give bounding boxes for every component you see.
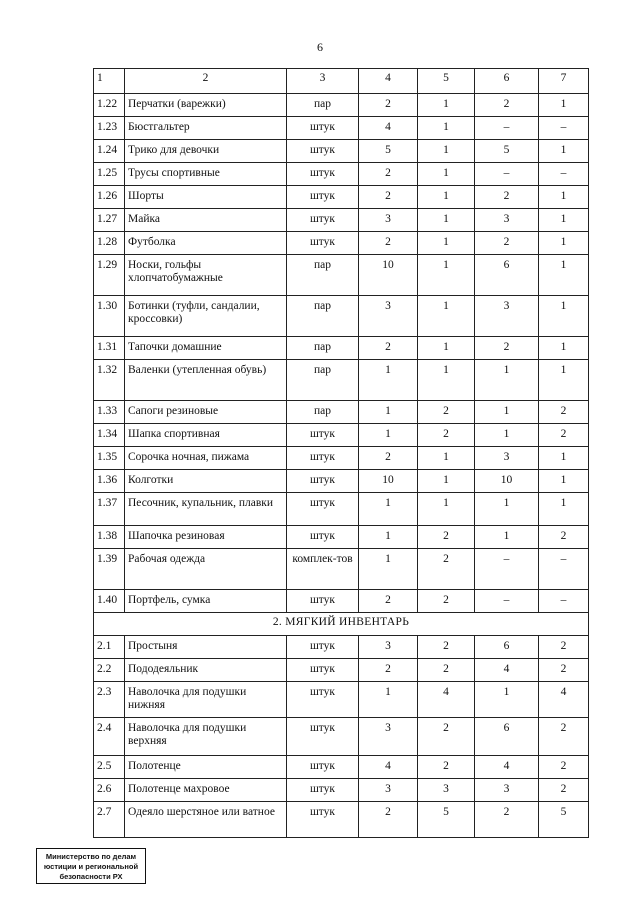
value-col-5: 2 — [418, 636, 475, 659]
value-col-7: 1 — [539, 186, 589, 209]
item-name: Тапочки домашние — [125, 337, 287, 360]
item-name: Шорты — [125, 186, 287, 209]
value-col-6: 6 — [475, 255, 539, 296]
value-col-6: – — [475, 117, 539, 140]
value-col-5: 3 — [418, 779, 475, 802]
value-col-6: 4 — [475, 756, 539, 779]
table-row — [94, 255, 589, 296]
item-name: Простыня — [125, 636, 287, 659]
value-col-4: 4 — [359, 117, 418, 140]
row-number: 2.1 — [94, 636, 125, 659]
value-col-4: 2 — [359, 94, 418, 117]
item-name: Трико для девочки — [125, 140, 287, 163]
table-row — [94, 232, 589, 255]
value-col-4: 1 — [359, 493, 418, 526]
item-name: Сорочка ночная, пижама — [125, 447, 287, 470]
value-col-4: 1 — [359, 401, 418, 424]
item-name: Колготки — [125, 470, 287, 493]
value-col-4: 2 — [359, 232, 418, 255]
value-col-5: 2 — [418, 526, 475, 549]
value-col-5: 2 — [418, 718, 475, 756]
value-col-7: 2 — [539, 779, 589, 802]
value-col-7: 1 — [539, 337, 589, 360]
value-col-5: 2 — [418, 401, 475, 424]
item-name: Шапочка резиновая — [125, 526, 287, 549]
table-row — [94, 424, 589, 447]
value-col-5: 1 — [418, 163, 475, 186]
row-number: 2.7 — [94, 802, 125, 838]
value-col-6: 3 — [475, 779, 539, 802]
table-row — [94, 718, 589, 756]
item-name: Песочник, купальник, плавки — [125, 493, 287, 526]
header-cell: 1 — [94, 69, 125, 94]
header-cell: 4 — [359, 69, 418, 94]
value-col-7: 1 — [539, 296, 589, 337]
unit-of-measure: штук — [287, 756, 359, 779]
unit-of-measure: пар — [287, 360, 359, 401]
table-row — [94, 209, 589, 232]
unit-of-measure: штук — [287, 209, 359, 232]
item-name: Пододеяльник — [125, 659, 287, 682]
row-number: 1.27 — [94, 209, 125, 232]
unit-of-measure: штук — [287, 718, 359, 756]
table-row — [94, 163, 589, 186]
value-col-6: 1 — [475, 526, 539, 549]
value-col-4: 2 — [359, 447, 418, 470]
value-col-5: 2 — [418, 549, 475, 590]
item-name: Наволочка для подушки нижняя — [125, 682, 287, 718]
header-cell: 7 — [539, 69, 589, 94]
value-col-5: 1 — [418, 209, 475, 232]
table-row — [94, 337, 589, 360]
value-col-6: 2 — [475, 802, 539, 838]
value-col-4: 2 — [359, 590, 418, 613]
value-col-4: 4 — [359, 756, 418, 779]
unit-of-measure: штук — [287, 447, 359, 470]
section-title: 2. МЯГКИЙ ИНВЕНТАРЬ — [94, 613, 589, 636]
value-col-7: 1 — [539, 470, 589, 493]
row-number: 1.34 — [94, 424, 125, 447]
table-row — [94, 117, 589, 140]
value-col-5: 4 — [418, 682, 475, 718]
value-col-7: 2 — [539, 401, 589, 424]
value-col-7: – — [539, 590, 589, 613]
stamp-line: юстиции и региональной — [43, 862, 139, 871]
item-name: Бюстгальтер — [125, 117, 287, 140]
value-col-6: 3 — [475, 447, 539, 470]
value-col-5: 2 — [418, 424, 475, 447]
unit-of-measure: пар — [287, 401, 359, 424]
value-col-5: 5 — [418, 802, 475, 838]
unit-of-measure: штук — [287, 117, 359, 140]
value-col-5: 1 — [418, 360, 475, 401]
row-number: 1.31 — [94, 337, 125, 360]
value-col-4: 1 — [359, 360, 418, 401]
row-number: 1.24 — [94, 140, 125, 163]
item-name: Рабочая одежда — [125, 549, 287, 590]
value-col-6: – — [475, 163, 539, 186]
item-name: Перчатки (варежки) — [125, 94, 287, 117]
item-name: Шапка спортивная — [125, 424, 287, 447]
table-row — [94, 360, 589, 401]
value-col-4: 5 — [359, 140, 418, 163]
value-col-7: 2 — [539, 424, 589, 447]
item-name: Портфель, сумка — [125, 590, 287, 613]
value-col-7: 2 — [539, 636, 589, 659]
ministry-stamp — [36, 848, 146, 884]
value-col-4: 10 — [359, 255, 418, 296]
value-col-4: 1 — [359, 424, 418, 447]
value-col-7: – — [539, 549, 589, 590]
value-col-7: 2 — [539, 659, 589, 682]
value-col-5: 1 — [418, 186, 475, 209]
item-name: Одеяло шерстяное или ватное — [125, 802, 287, 838]
row-number: 1.38 — [94, 526, 125, 549]
value-col-7: 1 — [539, 447, 589, 470]
item-name: Наволочка для подушки верхняя — [125, 718, 287, 756]
stamp-line: безопасности РХ — [59, 872, 123, 881]
row-number: 1.40 — [94, 590, 125, 613]
row-number: 2.2 — [94, 659, 125, 682]
value-col-4: 2 — [359, 337, 418, 360]
unit-of-measure: штук — [287, 163, 359, 186]
value-col-6: 5 — [475, 140, 539, 163]
unit-of-measure: штук — [287, 802, 359, 838]
item-name: Трусы спортивные — [125, 163, 287, 186]
item-name: Валенки (утепленная обувь) — [125, 360, 287, 401]
table-row — [94, 682, 589, 718]
row-number: 1.25 — [94, 163, 125, 186]
value-col-6: 2 — [475, 186, 539, 209]
value-col-5: 1 — [418, 232, 475, 255]
row-number: 1.32 — [94, 360, 125, 401]
value-col-6: 6 — [475, 718, 539, 756]
value-col-7: 1 — [539, 209, 589, 232]
stamp-line: Министерство по делам — [45, 852, 137, 861]
value-col-4: 3 — [359, 779, 418, 802]
row-number: 2.4 — [94, 718, 125, 756]
table-row — [94, 470, 589, 493]
row-number: 2.5 — [94, 756, 125, 779]
value-col-5: 1 — [418, 255, 475, 296]
value-col-7: 1 — [539, 94, 589, 117]
table-row — [94, 296, 589, 337]
unit-of-measure: штук — [287, 140, 359, 163]
table-row — [94, 802, 589, 838]
table-row — [94, 94, 589, 117]
row-number: 1.23 — [94, 117, 125, 140]
item-name: Майка — [125, 209, 287, 232]
value-col-5: 1 — [418, 470, 475, 493]
value-col-7: 1 — [539, 140, 589, 163]
row-number: 1.26 — [94, 186, 125, 209]
value-col-4: 1 — [359, 682, 418, 718]
value-col-6: – — [475, 549, 539, 590]
value-col-6: 1 — [475, 401, 539, 424]
value-col-6: 1 — [475, 424, 539, 447]
value-col-4: 2 — [359, 186, 418, 209]
row-number: 1.33 — [94, 401, 125, 424]
item-name: Футболка — [125, 232, 287, 255]
unit-of-measure: штук — [287, 232, 359, 255]
value-col-5: 1 — [418, 94, 475, 117]
table-row — [94, 526, 589, 549]
unit-of-measure: пар — [287, 255, 359, 296]
value-col-5: 1 — [418, 337, 475, 360]
value-col-7: 1 — [539, 232, 589, 255]
value-col-7: 4 — [539, 682, 589, 718]
unit-of-measure: штук — [287, 590, 359, 613]
value-col-6: 2 — [475, 94, 539, 117]
row-number: 1.28 — [94, 232, 125, 255]
row-number: 1.22 — [94, 94, 125, 117]
value-col-6: 1 — [475, 682, 539, 718]
value-col-7: – — [539, 117, 589, 140]
header-cell: 2 — [125, 69, 287, 94]
value-col-6: 1 — [475, 360, 539, 401]
value-col-7: 1 — [539, 493, 589, 526]
row-number: 1.39 — [94, 549, 125, 590]
item-name: Ботинки (туфли, сандалии, кроссовки) — [125, 296, 287, 337]
item-name: Носки, гольфы хлопчатобумажные — [125, 255, 287, 296]
unit-of-measure: штук — [287, 526, 359, 549]
unit-of-measure: штук — [287, 659, 359, 682]
value-col-7: 1 — [539, 255, 589, 296]
row-number: 1.37 — [94, 493, 125, 526]
unit-of-measure: штук — [287, 682, 359, 718]
value-col-4: 1 — [359, 549, 418, 590]
value-col-7: 1 — [539, 360, 589, 401]
table-row — [94, 636, 589, 659]
table-row — [94, 401, 589, 424]
value-col-4: 3 — [359, 718, 418, 756]
table-row — [94, 493, 589, 526]
row-number: 2.6 — [94, 779, 125, 802]
value-col-6: 2 — [475, 337, 539, 360]
table-row — [94, 549, 589, 590]
table-row — [94, 447, 589, 470]
item-name: Сапоги резиновые — [125, 401, 287, 424]
page-number: 6 — [317, 40, 323, 54]
value-col-5: 1 — [418, 447, 475, 470]
value-col-5: 1 — [418, 117, 475, 140]
value-col-5: 2 — [418, 590, 475, 613]
unit-of-measure: пар — [287, 94, 359, 117]
row-number: 1.30 — [94, 296, 125, 337]
table-header-row — [94, 69, 589, 94]
norms-table — [93, 68, 589, 838]
unit-of-measure: пар — [287, 337, 359, 360]
value-col-5: 1 — [418, 493, 475, 526]
unit-of-measure: пар — [287, 296, 359, 337]
unit-of-measure: штук — [287, 779, 359, 802]
value-col-5: 2 — [418, 659, 475, 682]
row-number: 1.29 — [94, 255, 125, 296]
unit-of-measure: штук — [287, 636, 359, 659]
header-cell: 3 — [287, 69, 359, 94]
value-col-7: 2 — [539, 718, 589, 756]
unit-of-measure: штук — [287, 424, 359, 447]
value-col-6: – — [475, 590, 539, 613]
value-col-4: 3 — [359, 209, 418, 232]
value-col-7: 2 — [539, 756, 589, 779]
value-col-7: 2 — [539, 526, 589, 549]
value-col-5: 1 — [418, 140, 475, 163]
section-row — [94, 613, 589, 636]
table-row — [94, 779, 589, 802]
unit-of-measure: штук — [287, 493, 359, 526]
table-row — [94, 140, 589, 163]
value-col-6: 6 — [475, 636, 539, 659]
value-col-4: 3 — [359, 296, 418, 337]
value-col-4: 2 — [359, 659, 418, 682]
value-col-4: 2 — [359, 802, 418, 838]
row-number: 1.35 — [94, 447, 125, 470]
value-col-4: 1 — [359, 526, 418, 549]
value-col-7: – — [539, 163, 589, 186]
item-name: Полотенце махровое — [125, 779, 287, 802]
value-col-4: 3 — [359, 636, 418, 659]
value-col-5: 1 — [418, 296, 475, 337]
unit-of-measure: штук — [287, 470, 359, 493]
value-col-4: 2 — [359, 163, 418, 186]
value-col-6: 3 — [475, 209, 539, 232]
unit-of-measure: комплек-тов — [287, 549, 359, 590]
row-number: 1.36 — [94, 470, 125, 493]
value-col-6: 3 — [475, 296, 539, 337]
value-col-6: 2 — [475, 232, 539, 255]
value-col-4: 10 — [359, 470, 418, 493]
row-number: 2.3 — [94, 682, 125, 718]
table-row — [94, 756, 589, 779]
header-cell: 6 — [475, 69, 539, 94]
item-name: Полотенце — [125, 756, 287, 779]
value-col-6: 4 — [475, 659, 539, 682]
header-cell: 5 — [418, 69, 475, 94]
value-col-7: 5 — [539, 802, 589, 838]
value-col-5: 2 — [418, 756, 475, 779]
value-col-6: 1 — [475, 493, 539, 526]
unit-of-measure: штук — [287, 186, 359, 209]
table-row — [94, 659, 589, 682]
table-row — [94, 186, 589, 209]
value-col-6: 10 — [475, 470, 539, 493]
table-row — [94, 590, 589, 613]
